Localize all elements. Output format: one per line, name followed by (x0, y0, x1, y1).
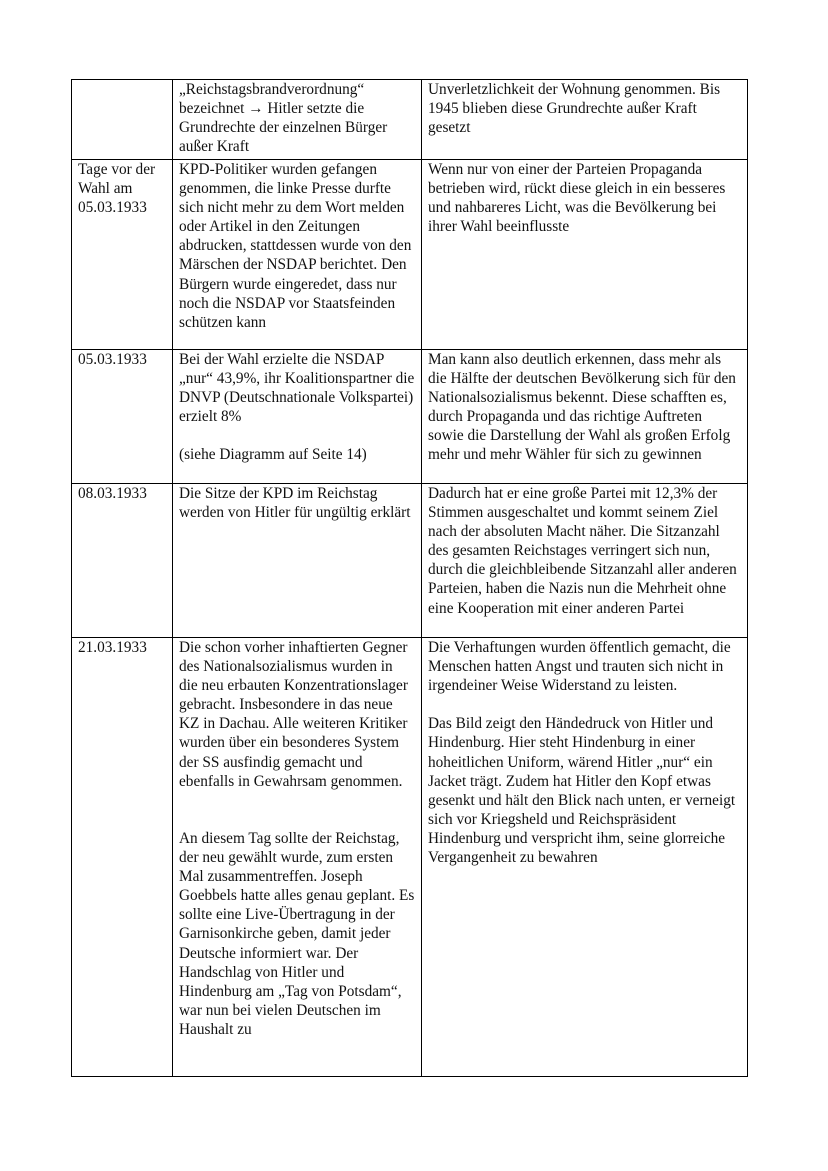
table-row (72, 638, 748, 1077)
event-cell (173, 484, 422, 638)
analysis-cell (422, 484, 748, 638)
history-table (71, 79, 748, 1077)
event-text: Die Sitze der KPD im Reichstag werden von Hitler für ungültig erklärt (179, 485, 411, 522)
event-cell (173, 638, 422, 1077)
table-row (72, 484, 748, 638)
table-row (72, 350, 748, 484)
event-cell (173, 80, 422, 160)
table-row (72, 80, 748, 160)
date-cell (72, 160, 173, 350)
event-text: Bei der Wahl erzielte die NSDAP „nur“ 43,9%, ihr Koalitionspartner die DNVP (Deutschnationale Volkspartei) erzielt 8% (siehe Diagramm auf Seite 14) (179, 351, 415, 464)
date-text: 08.03.1933 (78, 485, 147, 502)
analysis-text: Unverletzlichkeit der Wohnung genommen. Bis 1945 blieben diese Grundrechte außer Kraft gesetzt (428, 81, 721, 137)
analysis-cell (422, 350, 748, 484)
date-text: 21.03.1933 (78, 639, 147, 656)
date-cell (72, 638, 173, 1077)
table-row (72, 160, 748, 350)
analysis-cell (422, 638, 748, 1077)
event-text: Die schon vorher inhaftierten Gegner des Nationalsozialismus wurden in die neu erbauten Konzentrationslager gebracht. Insbesondere in das neue KZ in Dachau. Alle weiteren Kritiker wurden über ein besonderes System der SS ausfindig gemacht und ebenfalls in Gewahrsam genommen. An diesem Tag sollte der Reichstag, der neu gewählt wurde, zum ersten Mal zusammentreffen. Joseph Goebbels hatte alles genau geplant. Es sollte eine Live-Übertragung in der Garnisonkirche geben, damit jeder Deutsche informiert war. Der Handschlag von Hitler und Hindenburg am „Tag von Potsdam“, war nun bei vielen Deutschen im Haushalt zu (179, 639, 415, 1038)
date-cell (72, 80, 173, 160)
event-cell (173, 160, 422, 350)
event-text: KPD-Politiker wurden gefangen genommen, die linke Presse durfte sich nicht mehr zu dem Wort melden oder Artikel in den Zeitungen abdrucken, stattdessen wurde von den Märschen der NSDAP berichtet. Den Bürgern wurde eingeredet, dass nur noch die NSDAP vor Staatsfeinden schützen kann (179, 161, 412, 331)
analysis-text: Die Verhaftungen wurden öffentlich gemacht, die Menschen hatten Angst und trauten sich nicht in irgendeiner Weise Widerstand zu leisten. Das Bild zeigt den Händedruck von Hitler und Hindenburg. Hier steht Hindenburg in einer hoheitlichen Uniform, wärend Hitler „nur“ ein Jacket trägt. Zudem hat Hitler den Kopf etwas gesenkt und hält den Blick nach unten, er verneigt sich vor Kriegsheld und Reichspräsident Hindenburg und verspricht ihm, seine glorreiche Vergangenheit zu bewahren (428, 639, 736, 867)
date-text: 05.03.1933 (78, 351, 147, 368)
event-text: „Reichstagsbrandverordnung“ bezeichnet → Hitler setzte die Grundrechte der einzelnen Bürger außer Kraft (179, 81, 388, 156)
analysis-cell (422, 80, 748, 160)
date-cell (72, 350, 173, 484)
analysis-text: Wenn nur von einer der Parteien Propaganda betrieben wird, rückt diese gleich in ein besseres und nahbareres Licht, was die Bevölkerung bei ihrer Wahl beeinflusste (428, 161, 726, 236)
analysis-text: Dadurch hat er eine große Partei mit 12,3% der Stimmen ausgeschaltet und kommt seinem Ziel nach der absoluten Macht näher. Die Sitzanzahl des gesamten Reichstages verringert sich nun, durch die gleichbleibende Sitzanzahl aller anderen Parteien, haben die Nazis nun die Mehrheit ohne eine Kooperation mit einer anderen Partei (428, 485, 737, 617)
event-cell (173, 350, 422, 484)
date-text: Tage vor der Wahl am 05.03.1933 (78, 161, 156, 217)
analysis-text: Man kann also deutlich erkennen, dass mehr als die Hälfte der deutschen Bevölkerung sich für den Nationalsozialismus bekennt. Diese schafften es, durch Propaganda und das richtige Auftreten sowie die Darstellung der Wahl als großen Erfolg mehr und mehr Wähler für sich zu gewinnen (428, 351, 736, 464)
analysis-cell (422, 160, 748, 350)
date-cell (72, 484, 173, 638)
